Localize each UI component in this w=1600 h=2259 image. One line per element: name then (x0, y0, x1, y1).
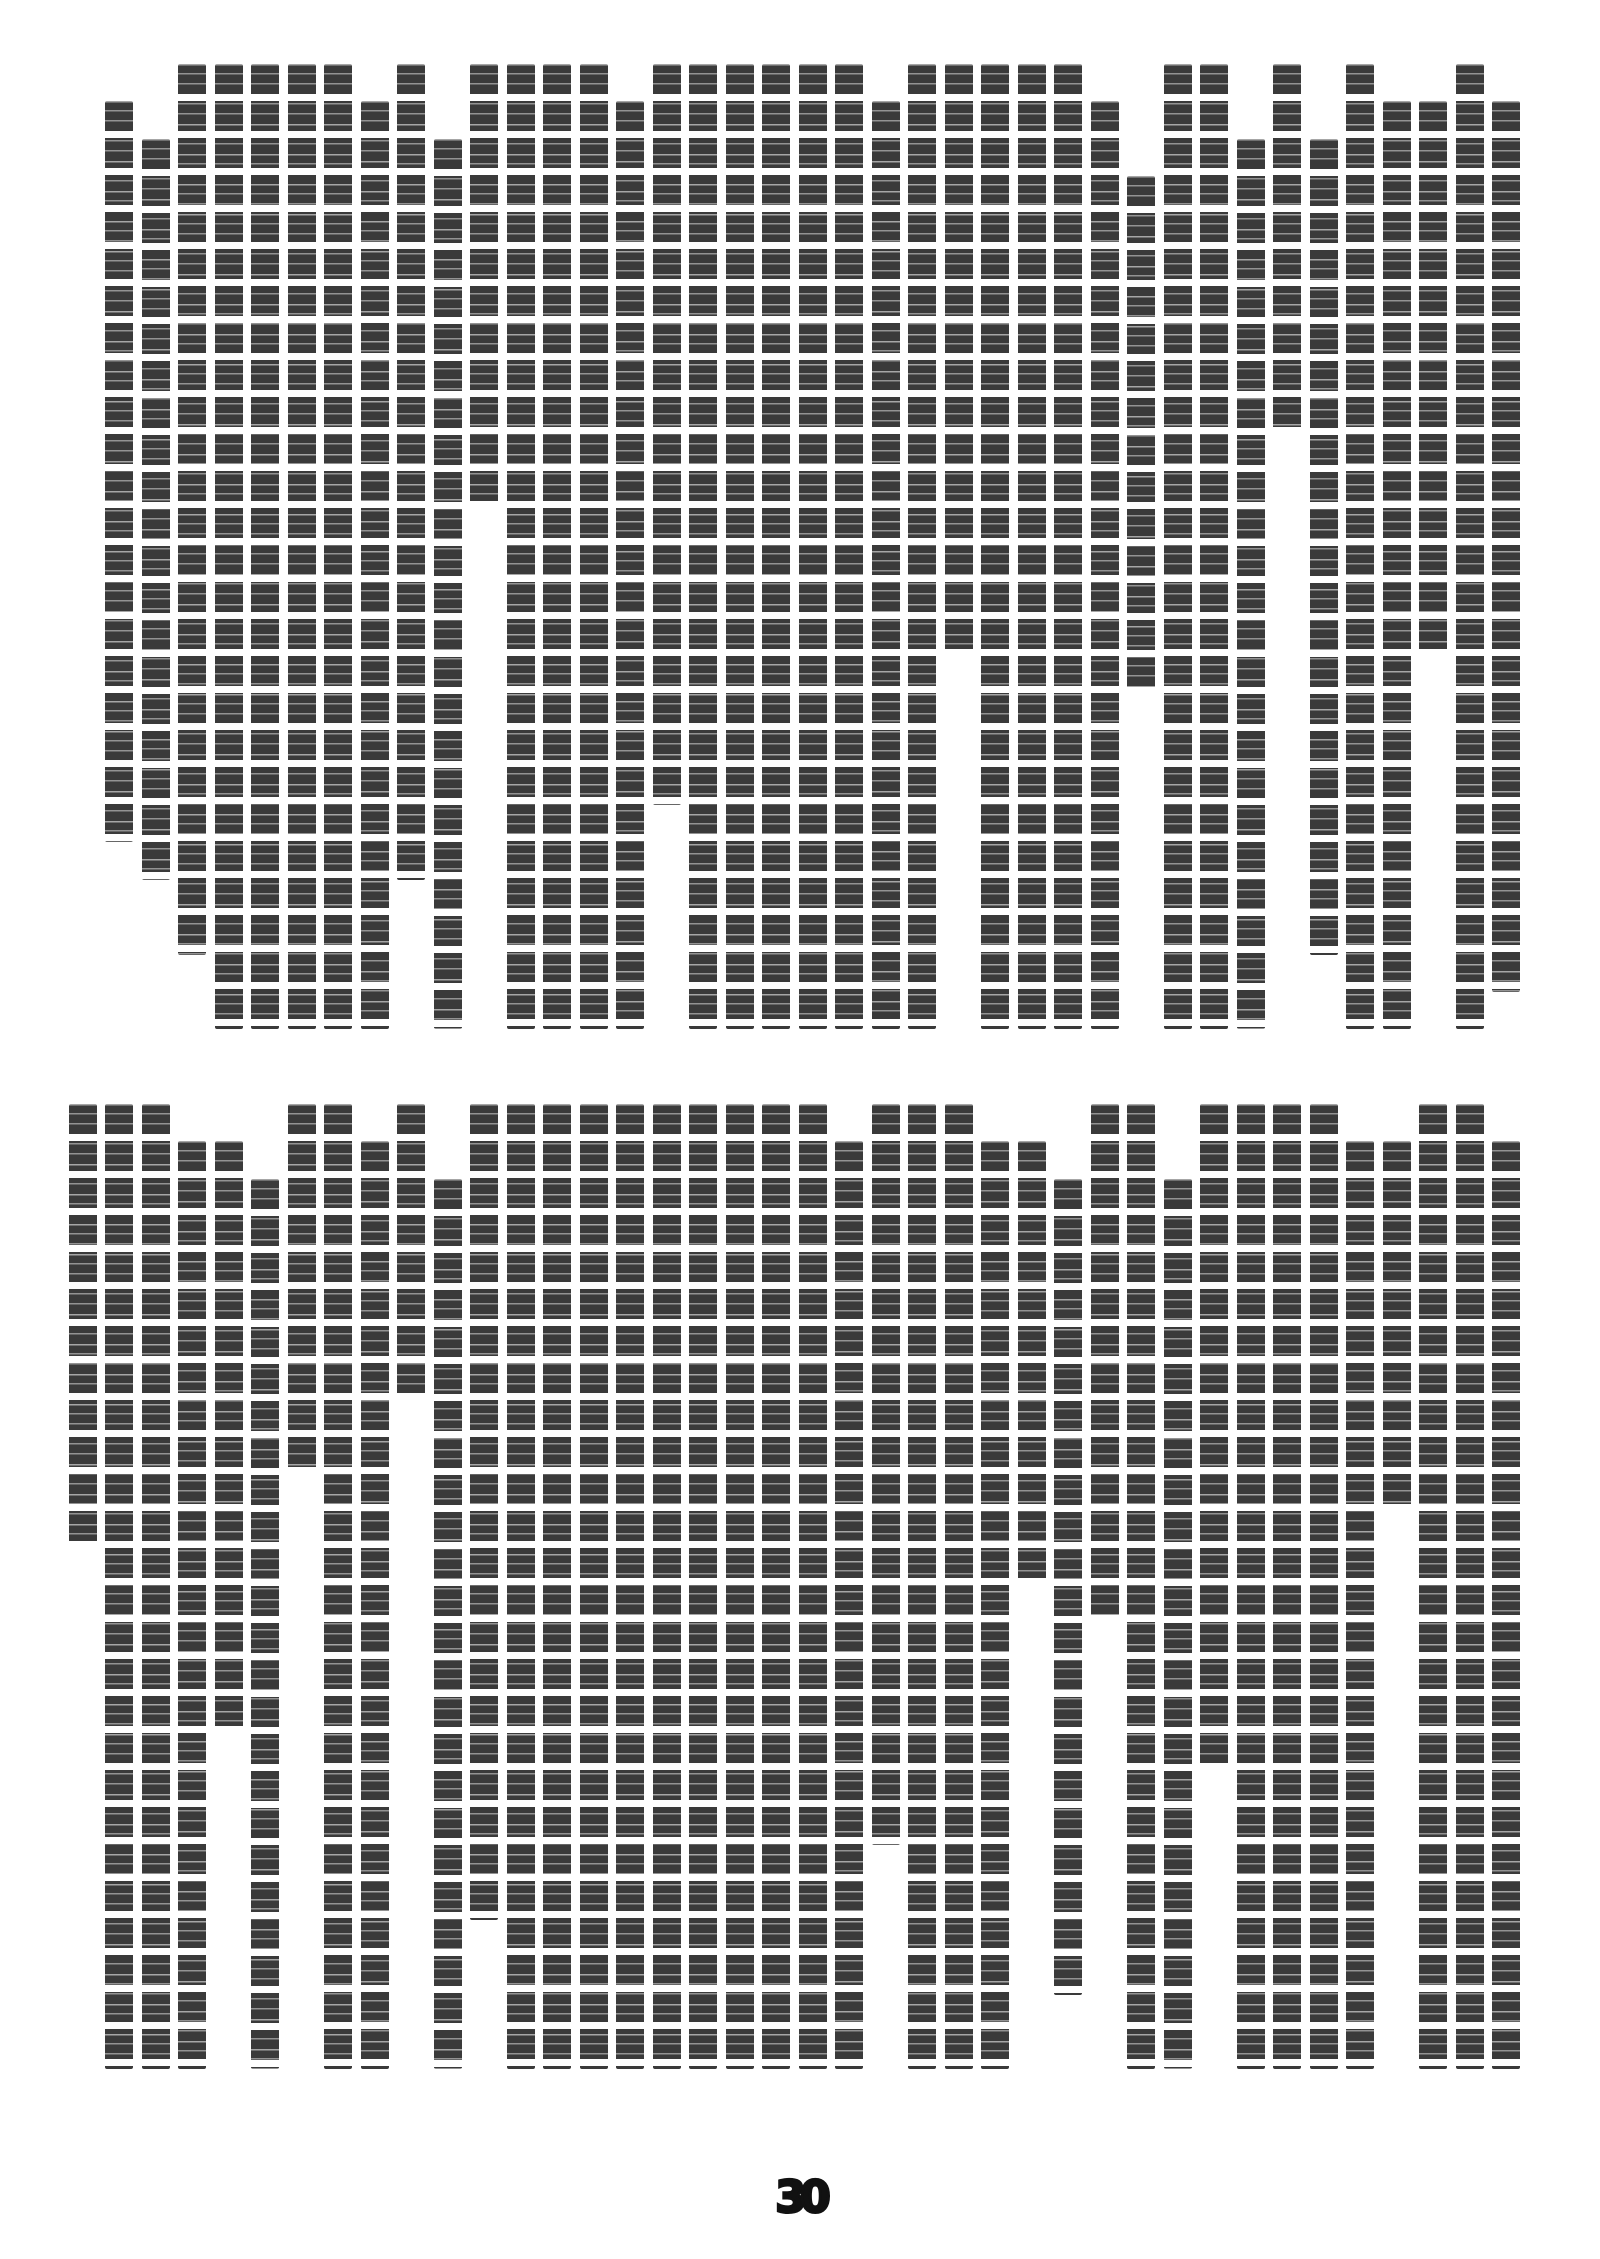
redacted-text-column (872, 1104, 900, 1845)
redacted-text-column (726, 64, 754, 1029)
page-number: 30 (775, 2172, 825, 2223)
redacted-text-column (178, 64, 206, 955)
redacted-text-column (653, 1104, 681, 2069)
redacted-text-column (689, 64, 717, 1029)
redacted-text-column (1346, 1141, 1374, 2069)
redacted-text-column (1091, 101, 1119, 1029)
redacted-text-column (142, 139, 170, 880)
redacted-text-column (397, 64, 425, 880)
redacted-text-column (1200, 1104, 1228, 1770)
redacted-text-column (1456, 1104, 1484, 2069)
redacted-text-column (799, 64, 827, 1029)
redacted-text-column (1492, 1141, 1520, 2069)
redacted-text-column (178, 1141, 206, 2069)
redacted-text-column (872, 101, 900, 1029)
redacted-text-column (1346, 64, 1374, 1029)
redacted-text-column (1456, 64, 1484, 1029)
redacted-text-column (908, 1104, 936, 2069)
redacted-text-column (762, 64, 790, 1029)
redacted-text-column (507, 1104, 535, 2069)
redacted-text-column (434, 139, 462, 1030)
redacted-text-column (105, 101, 133, 842)
redacted-text-column (908, 64, 936, 1029)
redacted-text-column (324, 64, 352, 1029)
redacted-text-column (470, 1104, 498, 1920)
redacted-text-column (981, 64, 1009, 1029)
redacted-text-column (1383, 1141, 1411, 1508)
redacted-text-column (799, 1104, 827, 2069)
redacted-text-column (251, 1179, 279, 2070)
redacted-text-column (324, 1104, 352, 2069)
redacted-text-column (1018, 1141, 1046, 1583)
redacted-text-column (69, 1104, 97, 1546)
redacted-text-column (1492, 101, 1520, 992)
redacted-text-column (1237, 139, 1265, 1030)
redacted-text-column (835, 1141, 863, 2069)
redacted-text-column (616, 101, 644, 1029)
redacted-text-column (981, 1141, 1009, 2069)
redacted-text-column (1273, 1104, 1301, 2069)
redacted-text-column (434, 1179, 462, 2070)
redacted-text-column (1310, 1104, 1338, 2069)
text-block-top (78, 64, 1520, 1044)
redacted-text-column (580, 1104, 608, 2069)
redacted-text-column (1419, 101, 1447, 655)
redacted-text-column (1164, 1179, 1192, 2070)
redacted-text-column (689, 1104, 717, 2069)
redacted-text-column (251, 64, 279, 1029)
redacted-text-column (1164, 64, 1192, 1029)
redacted-text-column (361, 101, 389, 1029)
redacted-text-column (616, 1104, 644, 2069)
redacted-text-column (1054, 1179, 1082, 1995)
redacted-text-column (507, 64, 535, 1029)
redacted-text-column (1200, 64, 1228, 1029)
redacted-text-column (1383, 101, 1411, 1029)
redacted-text-column (1237, 1104, 1265, 2069)
redacted-text-column (397, 1104, 425, 1396)
redacted-text-column (835, 64, 863, 1029)
redacted-text-column (288, 1104, 316, 1471)
redacted-text-column (1127, 176, 1155, 693)
redacted-text-column (215, 64, 243, 1029)
redacted-text-column (1054, 64, 1082, 1029)
redacted-text-column (762, 1104, 790, 2069)
redacted-text-column (653, 64, 681, 805)
redacted-text-column (215, 1141, 243, 1732)
redacted-text-column (543, 1104, 571, 2069)
redacted-text-column (945, 1104, 973, 2069)
redacted-text-column (1018, 64, 1046, 1029)
redacted-text-column (1127, 1104, 1155, 2069)
redacted-text-column (142, 1104, 170, 2069)
redacted-text-column (1419, 1104, 1447, 2069)
redacted-text-column (105, 1104, 133, 2069)
redacted-text-column (1273, 64, 1301, 431)
text-block-bottom (78, 1104, 1520, 2104)
redacted-text-column (543, 64, 571, 1029)
redacted-text-column (945, 64, 973, 655)
redacted-text-column (1310, 139, 1338, 955)
redacted-text-column (361, 1141, 389, 2069)
redacted-text-column (726, 1104, 754, 2069)
redacted-text-column (580, 64, 608, 1029)
redacted-text-column (1091, 1104, 1119, 1621)
redacted-text-column (288, 64, 316, 1029)
redacted-text-column (470, 64, 498, 506)
